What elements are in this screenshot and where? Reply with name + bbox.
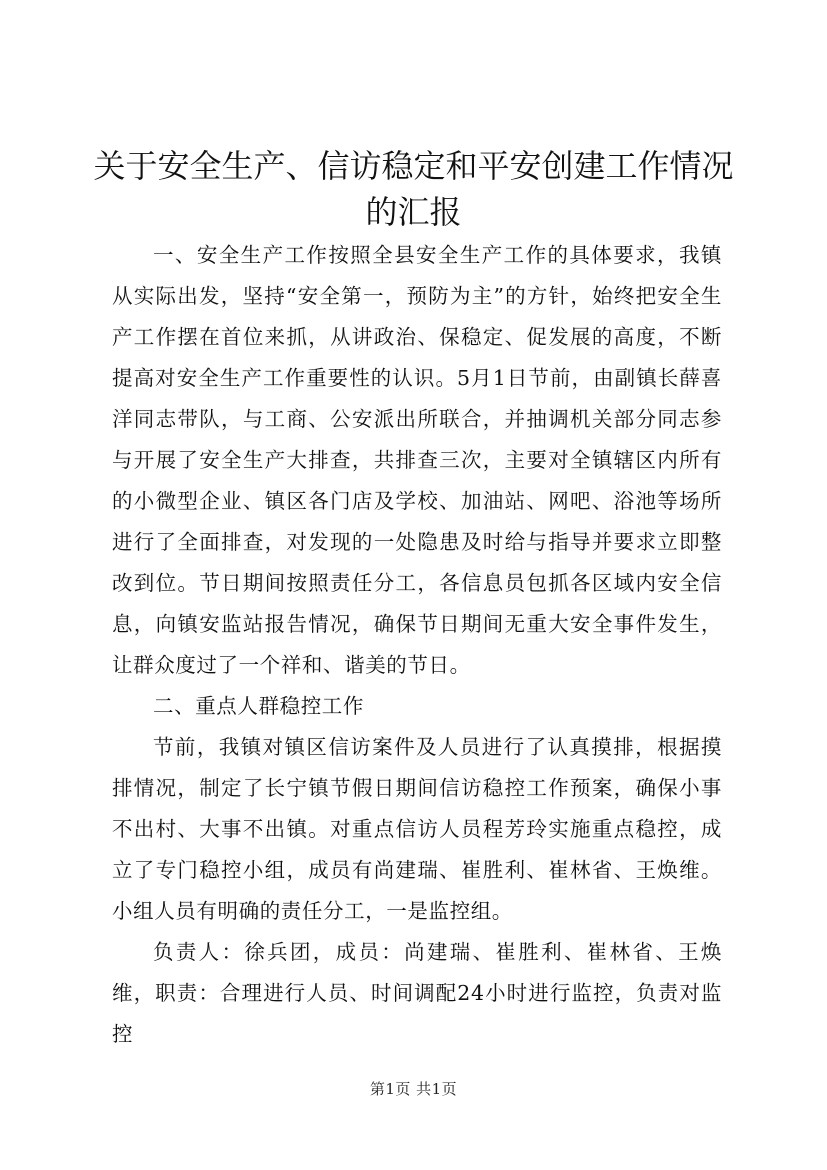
paragraph-key-group-heading: 二、重点人群稳控工作: [153, 694, 364, 718]
document-body: [112, 235, 722, 1055]
document-title: 关于安全生产、信访稳定和平安创建工作情况的汇报: [93, 147, 734, 231]
paragraph-petition-stability: 节前，我镇对镇区信访案件及人员进行了认真摸排，根据摸排情况，制定了长宁镇节假日期间信访稳控工作预案，确保小事不出村、大事不出镇。对重点信访人员程芳玲实施重点稳控，成立了专门稳控小组，成员有尚建瑞、崔胜利、崔林省、王焕维。小组人员有明确的责任分工，一是监控组。: [112, 735, 722, 923]
paragraph-responsible-person: 负责人：徐兵团，成员：尚建瑞、崔胜利、崔林省、王焕维，职责：合理进行人员、时间调配24小时进行监控，负责对监控: [112, 940, 722, 1046]
paragraph-safety-production: 一、安全生产工作按照全县安全生产工作的具体要求，我镇从实际出发，坚持“安全第一，预防为主”的方针，始终把安全生产工作摆在首位来抓，从讲政治、保稳定、促发展的高度，不断提高对安全生产工作重要性的认识。5月1日节前，由副镇长薛喜洋同志带队，与工商、公安派出所联合，并抽调机关部分同志参与开展了安全生产大排查，共排查三次，主要对全镇辖区内所有的小微型企业、镇区各门店及学校、加油站、网吧、浴池等场所进行了全面排查，对发现的一处隐患及时给与指导并要求立即整改到位。节日期间按照责任分工，各信息员包抓各区域内安全信息，向镇安监站报告情况，确保节日期间无重大安全事件发生，让群众度过了一个祥和、谐美的节日。: [112, 243, 722, 677]
page-number-footer: 第1页 共1页: [369, 1080, 458, 1098]
